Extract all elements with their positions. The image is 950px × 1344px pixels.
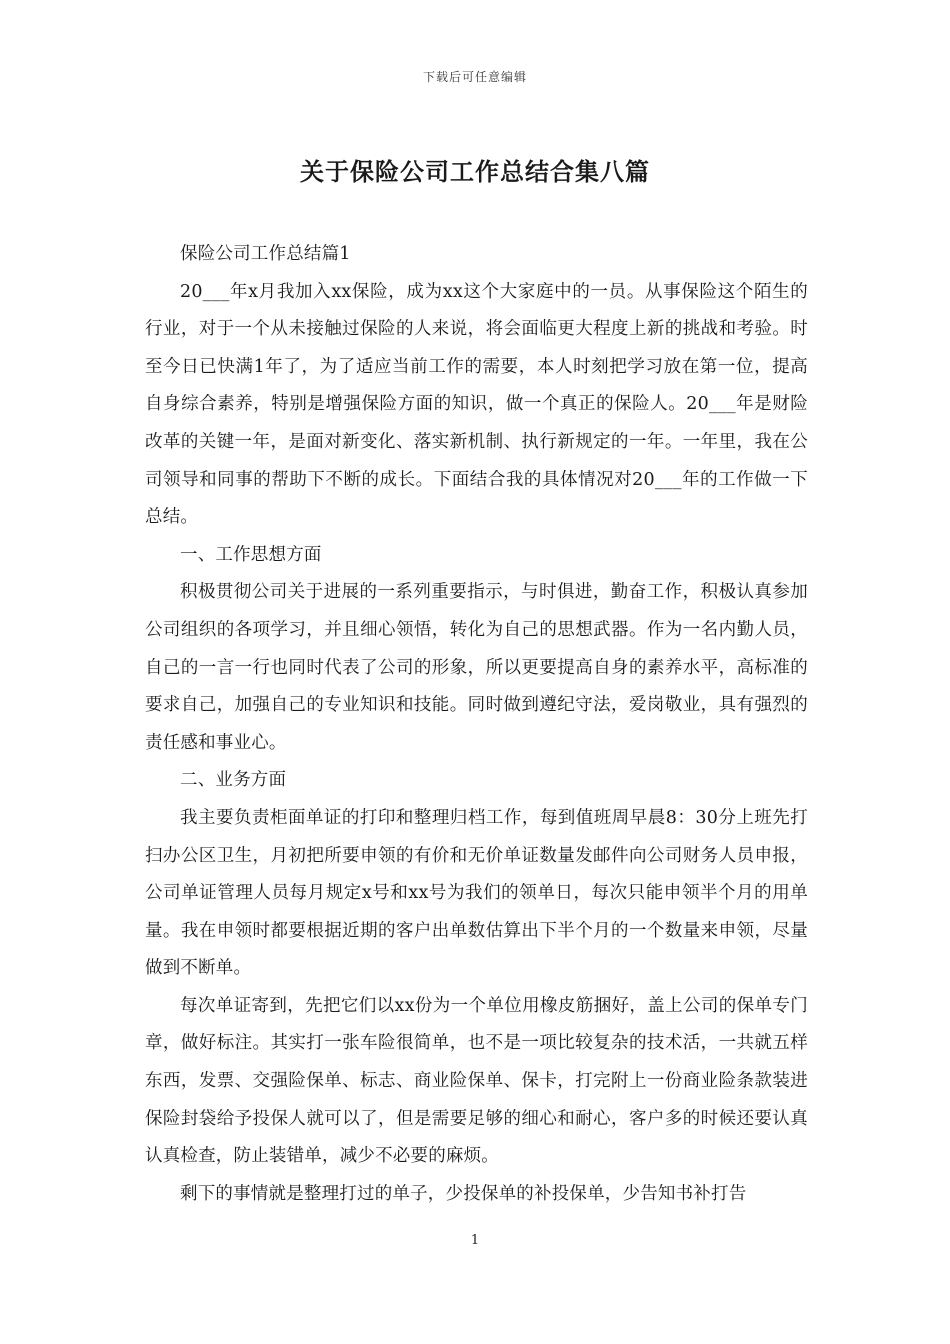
- body-paragraph: 剩下的事情就是整理打过的单子，少投保单的补投保单，少告知书补打告: [180, 1183, 747, 1204]
- page-number: 1: [470, 1233, 480, 1248]
- section-heading: 保险公司工作总结篇1: [180, 244, 351, 264]
- section-heading: 二、业务方面: [180, 770, 287, 791]
- document-body: [145, 236, 808, 1213]
- section-heading: 一、工作思想方面: [180, 544, 322, 565]
- body-paragraph: 我主要负责柜面单证的打印和整理归档工作，每到值班周早晨8：30分上班先打扫办公区卫生，月初把所要申领的有价和无价单证数量发邮件向公司财务人员申报，公司单证管理人员每月规定x号和xx号为我们的领单日，每次只能申领半个月的用单量。我在申领时都要根据近期的客户出单数估算出下半个月的一个数量来申领，尽量做到不断单。: [145, 807, 808, 979]
- header-note: 下载后可任意编辑: [422, 70, 527, 84]
- body-paragraph: 积极贯彻公司关于进展的一系列重要指示，与时俱进，勤奋工作，积极认真参加公司组织的各项学习，并且细心领悟，转化为自己的思想武器。作为一名内勤人员，自己的一言一行也同时代表了公司的形象，所以更要提高自身的素养水平，高标准的要求自己，加强自己的专业知识和技能。同时做到遵纪守法，爱岗敬业，具有强烈的责任感和事业心。: [145, 582, 808, 753]
- body-paragraph: 20___年x月我加入xx保险，成为xx这个大家庭中的一员。从事保险这个陌生的行业，对于一个从未接触过保险的人来说，将会面临更大程度上新的挑战和考验。时至今日已快满1年了，为了适应当前工作的需要，本人时刻把学习放在第一位，提高自身综合素养，特别是增强保险方面的知识，做一个真正的保险人。20___年是财险改革的关键一年，是面对新变化、落实新机制、执行新规定的一年。一年里，我在公司领导和同事的帮助下不断的成长。下面结合我的具体情况对20___年的工作做一下总结。: [145, 281, 808, 528]
- document-title: 关于保险公司工作总结合集八篇: [300, 157, 650, 186]
- body-paragraph: 每次单证寄到，先把它们以xx份为一个单位用橡皮筋捆好，盖上公司的保单专门章，做好标注。其实打一张车险很简单，也不是一项比较复杂的技术活，一共就五样东西，发票、交强险保单、标志、商业险保单、保卡，打完附上一份商业险条款装进保险封袋给予投保人就可以了，但是需要足够的细心和耐心，客户多的时候还要认真认真检查，防止装错单，减少不必要的麻烦。: [145, 995, 808, 1167]
